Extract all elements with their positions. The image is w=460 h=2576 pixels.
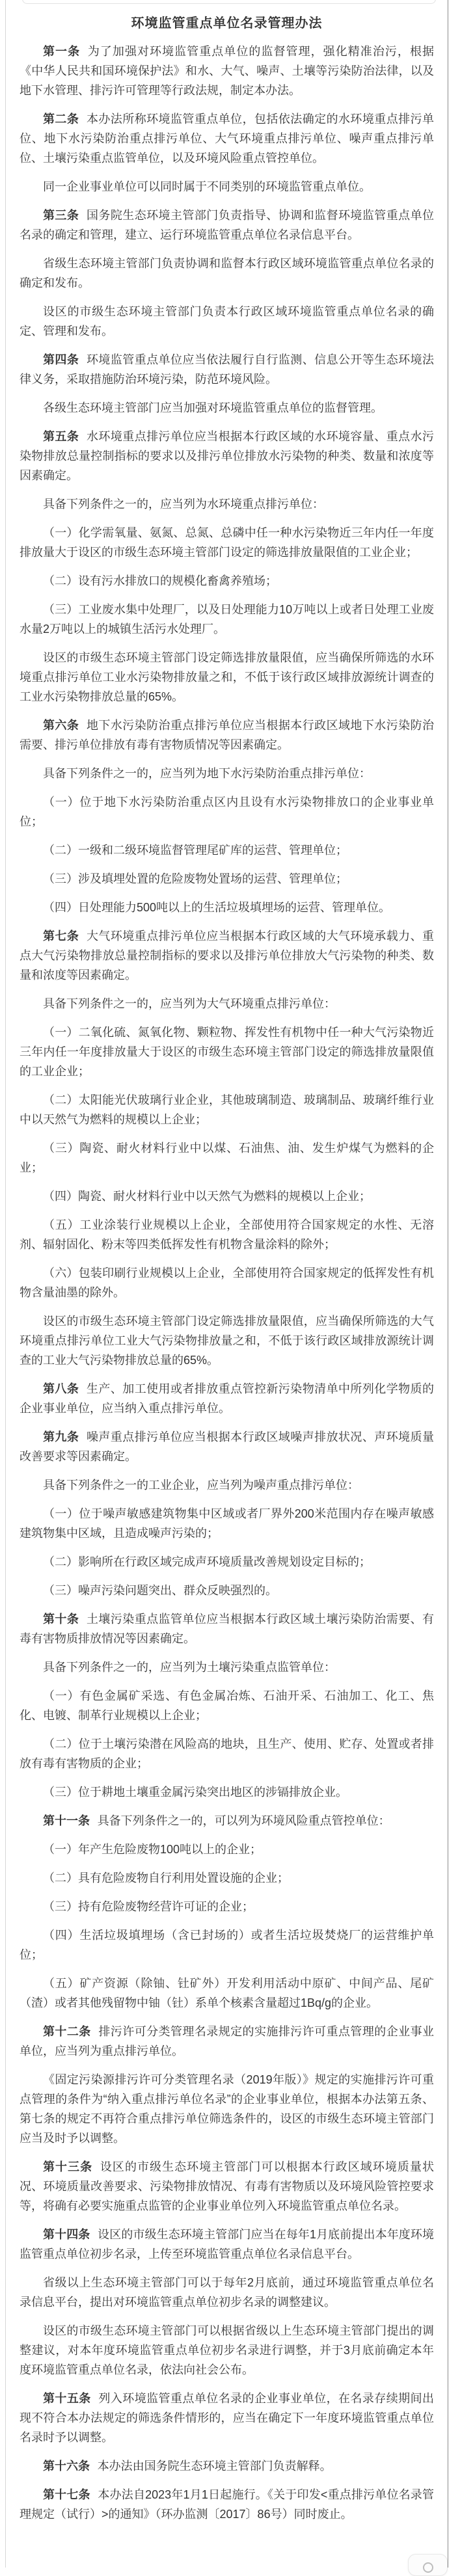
article-number: 第七条: [43, 930, 79, 943]
article-number: 第十五条: [43, 2392, 91, 2405]
paragraph-text: 具备下列条件之一的，可以列为环境风险重点管控单位：: [97, 1814, 390, 1827]
article-number: 第十四条: [43, 2228, 90, 2241]
paragraph: [20, 1023, 434, 1081]
paragraph: [20, 2157, 434, 2216]
paragraph: [20, 2022, 434, 2061]
paragraph: [20, 1187, 434, 1206]
paragraph-text: （二）太阳能光伏玻璃行业企业，其他玻璃制造、玻璃制品、玻璃纤维行业中以天然气为燃料的规模以上企业；: [20, 1093, 434, 1126]
paragraph: [20, 869, 434, 889]
article-number: 第四条: [43, 353, 79, 366]
paragraph-text: （二）设有污水排放口的规模化畜禽养殖场；: [43, 574, 277, 587]
paragraph: [20, 1504, 434, 1543]
paragraph: [20, 523, 434, 562]
paragraph: [20, 42, 434, 100]
article-number: 第十二条: [43, 2025, 91, 2038]
document-article: [6, 0, 448, 2524]
paragraph-text: 本办法所称环境监管重点单位，包括依法确定的水环境重点排污单位、地下水污染防治重点排污单位、大气环境重点排污单位、噪声重点排污单位、土壤污染重点监管单位，以及环境风险重点管控单位。: [20, 113, 435, 165]
paragraph-text: （一）年产生危险废物100吨以上的企业；: [43, 1843, 262, 1856]
paragraph-text: 设区的市级生态环境主管部门可以根据本行政区域环境质量状况、环境质量改善要求、污染物排放情况、有毒有害物质以及环境风险管控要求等，将确有必要实施重点监管的企业事业单位列入环境监管重点单位名录。: [20, 2160, 435, 2212]
paragraph: [20, 2321, 434, 2380]
paragraph: [20, 1686, 434, 1725]
paragraph: [20, 1138, 434, 1177]
paragraph-text: （一）位于地下水污染防治重点区内且设有水污染物排放口的企业事业单位；: [20, 796, 434, 828]
paragraph: [20, 302, 434, 341]
article-number: 第十三条: [43, 2160, 93, 2173]
paragraph-text: 设区的市级生态环境主管部门应当在每年1月底前提出本年度环境监管重点单位初步名录，上传至环境监管重点单位名录信息平台。: [20, 2228, 435, 2261]
paragraph-text: 具备下列条件之一的，应当列为土壤污染重点监管单位：: [43, 1661, 336, 1674]
paragraph-text: （四）日处理能力500吨以上的生活垃圾填埋场的运营、管理单位。: [43, 901, 391, 914]
paragraph-text: （一）有色金属矿采选、有色金属冶炼、石油开采、石油加工、化工、焦化、电镀、制革行业规模以上企业；: [20, 1689, 434, 1722]
paragraph: [20, 1215, 434, 1254]
paragraph: [20, 792, 434, 831]
article-number: 第十条: [43, 1613, 79, 1626]
paragraph: [20, 840, 434, 860]
paragraph-text: （六）包装印刷行业规模以上企业，全部使用符合国家规定的低挥发性有机物含量油墨的除外。: [20, 1267, 434, 1299]
article-number: 第十六条: [43, 2460, 90, 2473]
paragraph: [20, 2273, 434, 2312]
paragraph: [20, 1925, 434, 1965]
article-number: 第一条: [43, 45, 81, 58]
back-to-top-button[interactable]: [408, 2554, 448, 2576]
article-number: 第九条: [43, 1430, 79, 1443]
paragraph: [20, 926, 434, 985]
paragraph-text: （二）一级和二级环境监督管理尾矿库的运营、管理单位；: [43, 844, 347, 857]
paragraph: [20, 1263, 434, 1302]
paragraph-text: （四）陶瓷、耐火材料行业中以天然气为燃料的规模以上企业；: [43, 1190, 371, 1203]
paragraph-text: 生产、加工使用或者排放重点管控新污染物清单中所列化学物质的企业事业单位，应当纳入重点排污单位。: [20, 1382, 435, 1415]
paragraph-text: （二）位于土壤污染潜在风险高的地块，且生产、使用、贮存、处置或者排放有毒有害物质的企业；: [20, 1737, 434, 1770]
paragraph: [20, 648, 434, 706]
paragraph-text: （一）化学需氧量、氨氮、总氮、总磷中任一种水污染物近三年内任一年度排放量大于设区的市级生态环境主管部门设定的筛选排放量限值的工业企业；: [20, 526, 434, 559]
paragraph-text: （一）二氧化硫、氮氧化物、颗粒物、挥发性有机物中任一种大气污染物近三年内任一年度排放量大于设区的市级生态环境主管部门设定的筛选排放量限值的工业企业；: [20, 1026, 434, 1078]
paragraph-text: 设区的市级生态环境主管部门可以根据省级以上生态环境主管部门提出的调整建议，对本年度环境监管重点单位初步名录进行调整，并于3月底前确定本年度环境监管重点单位名录，依法向社会公布。: [20, 2324, 434, 2376]
article-number: 第二条: [43, 113, 79, 126]
article-number: 第十一条: [43, 1814, 90, 1827]
article-number: 第五条: [43, 430, 79, 443]
paragraph-text: （三）陶瓷、耐火材料行业中以煤、石油焦、油、发生炉煤气为燃料的企业；: [20, 1142, 434, 1174]
paragraph-text: 省级以上生态环境主管部门可以于每年2月底前，通过环境监管重点单位名录信息平台，提出对环境监管重点单位初步名录的调整建议。: [20, 2276, 434, 2309]
paragraph-text: 设区的市级生态环境主管部门负责本行政区域环境监管重点单位名录的确定、管理和发布。: [20, 305, 434, 338]
paragraph: [20, 1734, 434, 1773]
paragraph-text: 设区的市级生态环境主管部门设定筛选排放量限值，应当确保所筛选的水环境重点排污单位工业水污染物排放量之和，不低于该行政区域排放源统计调查的工业水污染物排放总量的65%。: [20, 651, 434, 703]
paragraph-text: 大气环境重点排污单位应当根据本行政区域的大气环境承载力、重点大气污染物排放总量控制指标的要求以及排污单位排放大气污染物的种类、数量和浓度等因素确定。: [20, 930, 435, 982]
paragraph-text: 各级生态环境主管部门应当加强对环境监管重点单位的监督管理。: [43, 401, 383, 414]
paragraph: [20, 1090, 434, 1129]
paragraph: [20, 1974, 434, 2013]
paragraph-text: （二）影响所在行政区域完成声环境质量改善规划设定目标的；: [43, 1555, 371, 1568]
paragraph: [20, 1657, 434, 1677]
paragraph: [20, 109, 434, 168]
paragraph-text: 本办法由国务院生态环境主管部门负责解释。: [97, 2460, 332, 2473]
paragraph: [20, 764, 434, 783]
paragraph: [20, 1475, 434, 1495]
paragraph: [20, 1552, 434, 1572]
paragraph-text: 土壤污染重点监管单位应当根据本行政区域土壤污染防治需要、有毒有害物质排放情况等因素确定。: [20, 1613, 435, 1645]
paragraph-text: （四）生活垃圾填埋场（含已封场的）或者生活垃圾焚烧厂的运营维护单位；: [20, 1929, 434, 1961]
paragraph: [20, 1379, 434, 1418]
paragraph: [20, 1782, 434, 1802]
paragraph: [20, 716, 434, 755]
paragraph: [20, 1427, 434, 1466]
paragraph-text: 排污许可分类管理名录规定的实施排污许可重点管理的企业事业单位，应当列为重点排污单位。: [20, 2025, 434, 2058]
paragraph: [20, 2456, 434, 2476]
paragraph-text: （五）矿产资源（除铀、钍矿外）开发利用活动中原矿、中间产品、尾矿（渣）或者其他残留物中铀（钍）系单个核素含量超过1Bq/g的企业。: [20, 1977, 434, 2009]
paragraph-text: （三）涉及填埋处置的危险废物处置场的运营、管理单位；: [43, 872, 347, 885]
paragraph-text: 地下水污染防治重点排污单位应当根据本行政区域地下水污染防治需要、排污单位排放有毒有害物质情况等因素确定。: [20, 719, 435, 751]
paragraph-text: 具备下列条件之一的，应当列为地下水污染防治重点排污单位：: [43, 767, 371, 780]
paragraph-text: 《固定污染源排污许可分类管理名录（2019年版）》规定的实施排污许可重点管理的条件为“纳入重点排污单位名录”的企业事业单位，根据本办法第五条、第七条的规定不再符合重点排污单位筛选条件的，设区的市级生态环境主管部门应当及时予以调整。: [20, 2073, 434, 2145]
paragraph-text: 噪声重点排污单位应当根据本行政区域噪声排放状况、声环境质量改善要求等因素确定。: [20, 1430, 435, 1463]
paragraph: [20, 350, 434, 389]
paragraph-text: （一）位于噪声敏感建筑物集中区域或者厂界外200米范围内存在噪声敏感建筑物集中区域，且造成噪声污染的；: [20, 1507, 434, 1540]
paragraph-text: 具备下列条件之一的，应当列为大气环境重点排污单位：: [43, 997, 336, 1010]
top-card-remnant: [22, 0, 436, 4]
article-number: 第三条: [43, 209, 79, 222]
paragraph: [20, 1897, 434, 1916]
paragraph: [20, 494, 434, 514]
paragraph: [20, 2225, 434, 2264]
article-number: 第十七条: [43, 2488, 90, 2501]
paragraph: [20, 2389, 434, 2447]
paragraph: [20, 1581, 434, 1600]
article-number: 第八条: [43, 1382, 79, 1395]
paragraph-text: 具备下列条件之一的，应当列为水环境重点排污单位：: [43, 498, 324, 511]
paragraph: [20, 1840, 434, 1859]
paragraph-text: （二）具有危险废物自行利用处置设施的企业；: [43, 1872, 289, 1885]
paragraph-text: 列入环境监管重点单位名录的企业事业单位，在名录存续期间出现不符合本办法规定的筛选条件情形的，应当在确定下一年度环境监管重点单位名录时予以调整。: [20, 2392, 434, 2444]
paragraph: [20, 571, 434, 591]
document-body: [20, 42, 434, 2524]
circle-arrow-icon: [423, 2562, 433, 2573]
paragraph: [20, 427, 434, 485]
paragraph: [20, 177, 434, 196]
article-number: 第六条: [43, 719, 79, 732]
paragraph: [20, 898, 434, 917]
paragraph-text: 为了加强对环境监管重点单位的监督管理，强化精准治污，根据《中华人民共和国环境保护法》和水、大气、噪声、土壤等污染防治法律，以及地下水管理、排污许可管理等行政法规，制定本办法。: [20, 45, 435, 97]
paragraph-text: （五）工业涂装行业规模以上企业，全部使用符合国家规定的水性、无溶剂、辐射固化、粉末等四类低挥发性有机物含量涂料的除外；: [20, 1218, 434, 1251]
paragraph: [20, 398, 434, 418]
paragraph: [20, 2485, 434, 2524]
paragraph: [20, 1609, 434, 1648]
paragraph-text: 国务院生态环境主管部门负责指导、协调和监督环境监管重点单位名录的确定和管理，建立、运行环境监管重点单位名录信息平台。: [20, 209, 435, 241]
paragraph: [20, 206, 434, 245]
paragraph: [20, 1868, 434, 1888]
paragraph-text: （三）噪声污染问题突出、群众反映强烈的。: [43, 1584, 277, 1597]
paragraph-text: 具备下列条件之一的工业企业，应当列为噪声重点排污单位：: [43, 1479, 359, 1492]
paragraph-text: （三）工业废水集中处理厂，以及日处理能力10万吨以上或者日处理工业废水量2万吨以上的城镇生活污水处理厂。: [20, 603, 434, 636]
paragraph-text: 环境监管重点单位应当依法履行自行监测、信息公开等生态环境法律义务，采取措施防治环境污染，防范环境风险。: [20, 353, 435, 386]
paragraph-text: 水环境重点排污单位应当根据本行政区域的水环境容量、重点水污染物排放总量控制指标的要求以及排污单位排放水污染物的种类、数量和浓度等因素确定。: [20, 430, 435, 482]
paragraph: [20, 2070, 434, 2148]
document-page: [5, 0, 448, 2568]
document-title: 环境监管重点单位名录管理办法: [131, 16, 323, 31]
paragraph: [20, 1811, 434, 1831]
paragraph-text: （三）位于耕地土壤重金属污染突出地区的涉镉排放企业。: [43, 1786, 347, 1799]
paragraph-text: 设区的市级生态环境主管部门设定筛选排放量限值，应当确保所筛选的大气环境重点排污单位工业大气污染物排放量之和，不低于该行政区域排放源统计调查的工业大气污染物排放总量的65%。: [20, 1315, 434, 1367]
paragraph-text: 省级生态环境主管部门负责协调和监督本行政区域环境监管重点单位名录的确定和发布。: [20, 257, 434, 289]
paragraph-text: 同一企业事业单位可以同时属于不同类别的环境监管重点单位。: [43, 180, 371, 193]
paragraph-text: （三）持有危险废物经营许可证的企业；: [43, 1900, 254, 1913]
paragraph: [20, 994, 434, 1013]
paragraph: [20, 254, 434, 293]
paragraph-text: 本办法自2023年1月1日起施行。《关于印发<重点排污单位名录管理规定（试行）>的通知》（环办监测〔2017〕86号）同时废止。: [20, 2488, 434, 2521]
paragraph: [20, 600, 434, 639]
paragraph: [20, 1311, 434, 1370]
